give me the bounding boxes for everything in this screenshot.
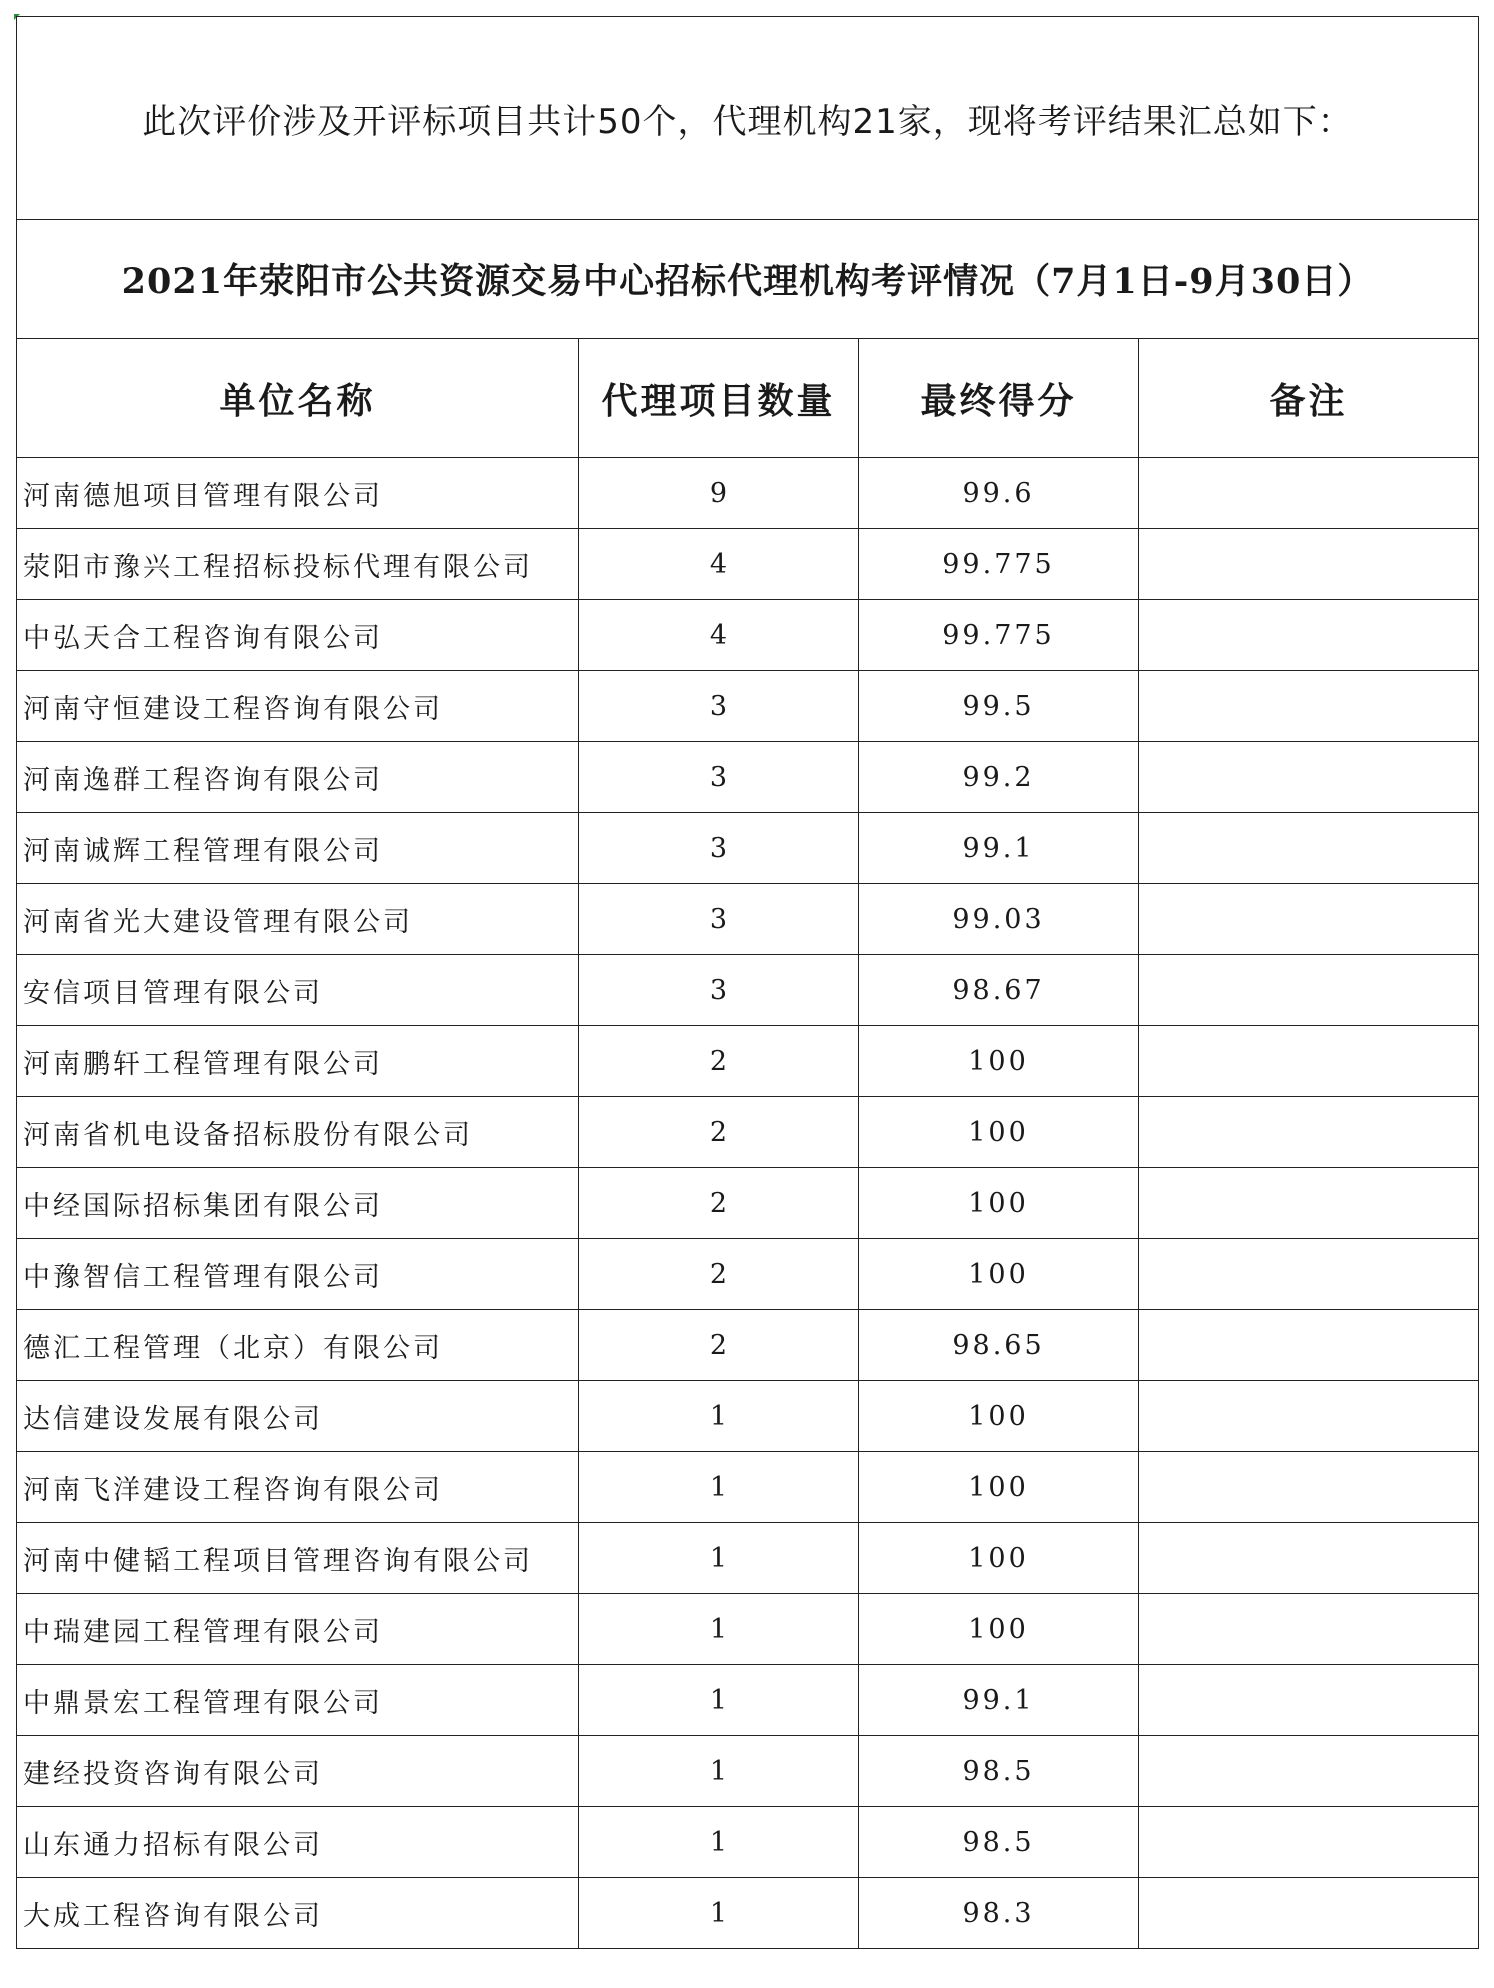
table-row bbox=[17, 1807, 1479, 1878]
project-count-cell: 1 bbox=[579, 1381, 859, 1452]
unit-name-cell: 河南省机电设备招标股份有限公司 bbox=[17, 1097, 579, 1168]
project-count-cell: 1 bbox=[579, 1665, 859, 1736]
header-final-score: 最终得分 bbox=[859, 339, 1139, 458]
remark-cell bbox=[1139, 1239, 1479, 1310]
final-score-cell: 100 bbox=[859, 1168, 1139, 1239]
remark-cell bbox=[1139, 1807, 1479, 1878]
unit-name-cell: 河南诚辉工程管理有限公司 bbox=[17, 813, 579, 884]
project-count-cell: 1 bbox=[579, 1452, 859, 1523]
final-score-cell: 100 bbox=[859, 1381, 1139, 1452]
unit-name-cell: 中弘天合工程咨询有限公司 bbox=[17, 600, 579, 671]
final-score-cell: 98.5 bbox=[859, 1807, 1139, 1878]
remark-cell bbox=[1139, 1736, 1479, 1807]
table-row bbox=[17, 884, 1479, 955]
table-row bbox=[17, 1310, 1479, 1381]
final-score-cell: 100 bbox=[859, 1452, 1139, 1523]
final-score-cell: 99.1 bbox=[859, 813, 1139, 884]
remark-cell bbox=[1139, 600, 1479, 671]
final-score-cell: 98.67 bbox=[859, 955, 1139, 1026]
project-count-cell: 3 bbox=[579, 671, 859, 742]
table-row bbox=[17, 955, 1479, 1026]
final-score-cell: 98.3 bbox=[859, 1878, 1139, 1949]
project-count-cell: 3 bbox=[579, 884, 859, 955]
project-count-cell: 2 bbox=[579, 1097, 859, 1168]
remark-cell bbox=[1139, 955, 1479, 1026]
remark-cell bbox=[1139, 529, 1479, 600]
project-count-cell: 2 bbox=[579, 1168, 859, 1239]
unit-name-cell: 德汇工程管理（北京）有限公司 bbox=[17, 1310, 579, 1381]
table-row bbox=[17, 458, 1479, 529]
project-count-cell: 1 bbox=[579, 1807, 859, 1878]
remark-cell bbox=[1139, 1594, 1479, 1665]
remark-cell bbox=[1139, 1168, 1479, 1239]
table-row bbox=[17, 1452, 1479, 1523]
remark-cell bbox=[1139, 1523, 1479, 1594]
remark-cell bbox=[1139, 1097, 1479, 1168]
final-score-cell: 99.03 bbox=[859, 884, 1139, 955]
header-remark: 备注 bbox=[1139, 339, 1479, 458]
final-score-cell: 100 bbox=[859, 1026, 1139, 1097]
final-score-cell: 100 bbox=[859, 1097, 1139, 1168]
unit-name-cell: 荥阳市豫兴工程招标投标代理有限公司 bbox=[17, 529, 579, 600]
table-row bbox=[17, 1523, 1479, 1594]
unit-name-cell: 河南省光大建设管理有限公司 bbox=[17, 884, 579, 955]
table-row bbox=[17, 1026, 1479, 1097]
final-score-cell: 98.5 bbox=[859, 1736, 1139, 1807]
header-row bbox=[17, 339, 1479, 458]
remark-cell bbox=[1139, 813, 1479, 884]
remark-cell bbox=[1139, 884, 1479, 955]
project-count-cell: 2 bbox=[579, 1026, 859, 1097]
final-score-cell: 99.5 bbox=[859, 671, 1139, 742]
remark-cell bbox=[1139, 1452, 1479, 1523]
table-row bbox=[17, 1594, 1479, 1665]
table-row bbox=[17, 1381, 1479, 1452]
unit-name-cell: 中瑞建园工程管理有限公司 bbox=[17, 1594, 579, 1665]
final-score-cell: 99.6 bbox=[859, 458, 1139, 529]
remark-cell bbox=[1139, 1026, 1479, 1097]
unit-name-cell: 中豫智信工程管理有限公司 bbox=[17, 1239, 579, 1310]
table-row bbox=[17, 1168, 1479, 1239]
intro-text: 此次评价涉及开评标项目共计50个，代理机构21家，现将考评结果汇总如下： bbox=[17, 17, 1479, 220]
final-score-cell: 100 bbox=[859, 1239, 1139, 1310]
unit-name-cell: 安信项目管理有限公司 bbox=[17, 955, 579, 1026]
table-row bbox=[17, 1878, 1479, 1949]
unit-name-cell: 建经投资咨询有限公司 bbox=[17, 1736, 579, 1807]
project-count-cell: 3 bbox=[579, 955, 859, 1026]
unit-name-cell: 大成工程咨询有限公司 bbox=[17, 1878, 579, 1949]
header-unit-name: 单位名称 bbox=[17, 339, 579, 458]
unit-name-cell: 河南中健韬工程项目管理咨询有限公司 bbox=[17, 1523, 579, 1594]
project-count-cell: 1 bbox=[579, 1878, 859, 1949]
table-row bbox=[17, 1665, 1479, 1736]
unit-name-cell: 河南德旭项目管理有限公司 bbox=[17, 458, 579, 529]
project-count-cell: 9 bbox=[579, 458, 859, 529]
project-count-cell: 3 bbox=[579, 813, 859, 884]
table-title: 2021年荥阳市公共资源交易中心招标代理机构考评情况（7月1日-9月30日） bbox=[17, 220, 1479, 339]
remark-cell bbox=[1139, 1310, 1479, 1381]
table-row bbox=[17, 671, 1479, 742]
final-score-cell: 99.2 bbox=[859, 742, 1139, 813]
project-count-cell: 2 bbox=[579, 1239, 859, 1310]
unit-name-cell: 达信建设发展有限公司 bbox=[17, 1381, 579, 1452]
unit-name-cell: 河南逸群工程咨询有限公司 bbox=[17, 742, 579, 813]
final-score-cell: 99.1 bbox=[859, 1665, 1139, 1736]
project-count-cell: 1 bbox=[579, 1523, 859, 1594]
table-row bbox=[17, 1097, 1479, 1168]
remark-cell bbox=[1139, 742, 1479, 813]
project-count-cell: 1 bbox=[579, 1594, 859, 1665]
unit-name-cell: 河南守恒建设工程咨询有限公司 bbox=[17, 671, 579, 742]
project-count-cell: 1 bbox=[579, 1736, 859, 1807]
final-score-cell: 99.775 bbox=[859, 600, 1139, 671]
project-count-cell: 3 bbox=[579, 742, 859, 813]
header-project-count: 代理项目数量 bbox=[579, 339, 859, 458]
table-row bbox=[17, 742, 1479, 813]
table-row bbox=[17, 1736, 1479, 1807]
table-row bbox=[17, 600, 1479, 671]
final-score-cell: 99.775 bbox=[859, 529, 1139, 600]
remark-cell bbox=[1139, 1665, 1479, 1736]
project-count-cell: 2 bbox=[579, 1310, 859, 1381]
unit-name-cell: 山东通力招标有限公司 bbox=[17, 1807, 579, 1878]
final-score-cell: 98.65 bbox=[859, 1310, 1139, 1381]
table-row bbox=[17, 1239, 1479, 1310]
project-count-cell: 4 bbox=[579, 600, 859, 671]
evaluation-table bbox=[16, 16, 1479, 1949]
remark-cell bbox=[1139, 671, 1479, 742]
remark-cell bbox=[1139, 458, 1479, 529]
final-score-cell: 100 bbox=[859, 1594, 1139, 1665]
final-score-cell: 100 bbox=[859, 1523, 1139, 1594]
remark-cell bbox=[1139, 1878, 1479, 1949]
remark-cell bbox=[1139, 1381, 1479, 1452]
unit-name-cell: 河南鹏轩工程管理有限公司 bbox=[17, 1026, 579, 1097]
unit-name-cell: 中鼎景宏工程管理有限公司 bbox=[17, 1665, 579, 1736]
table-row bbox=[17, 813, 1479, 884]
unit-name-cell: 河南飞洋建设工程咨询有限公司 bbox=[17, 1452, 579, 1523]
table-row bbox=[17, 529, 1479, 600]
project-count-cell: 4 bbox=[579, 529, 859, 600]
unit-name-cell: 中经国际招标集团有限公司 bbox=[17, 1168, 579, 1239]
